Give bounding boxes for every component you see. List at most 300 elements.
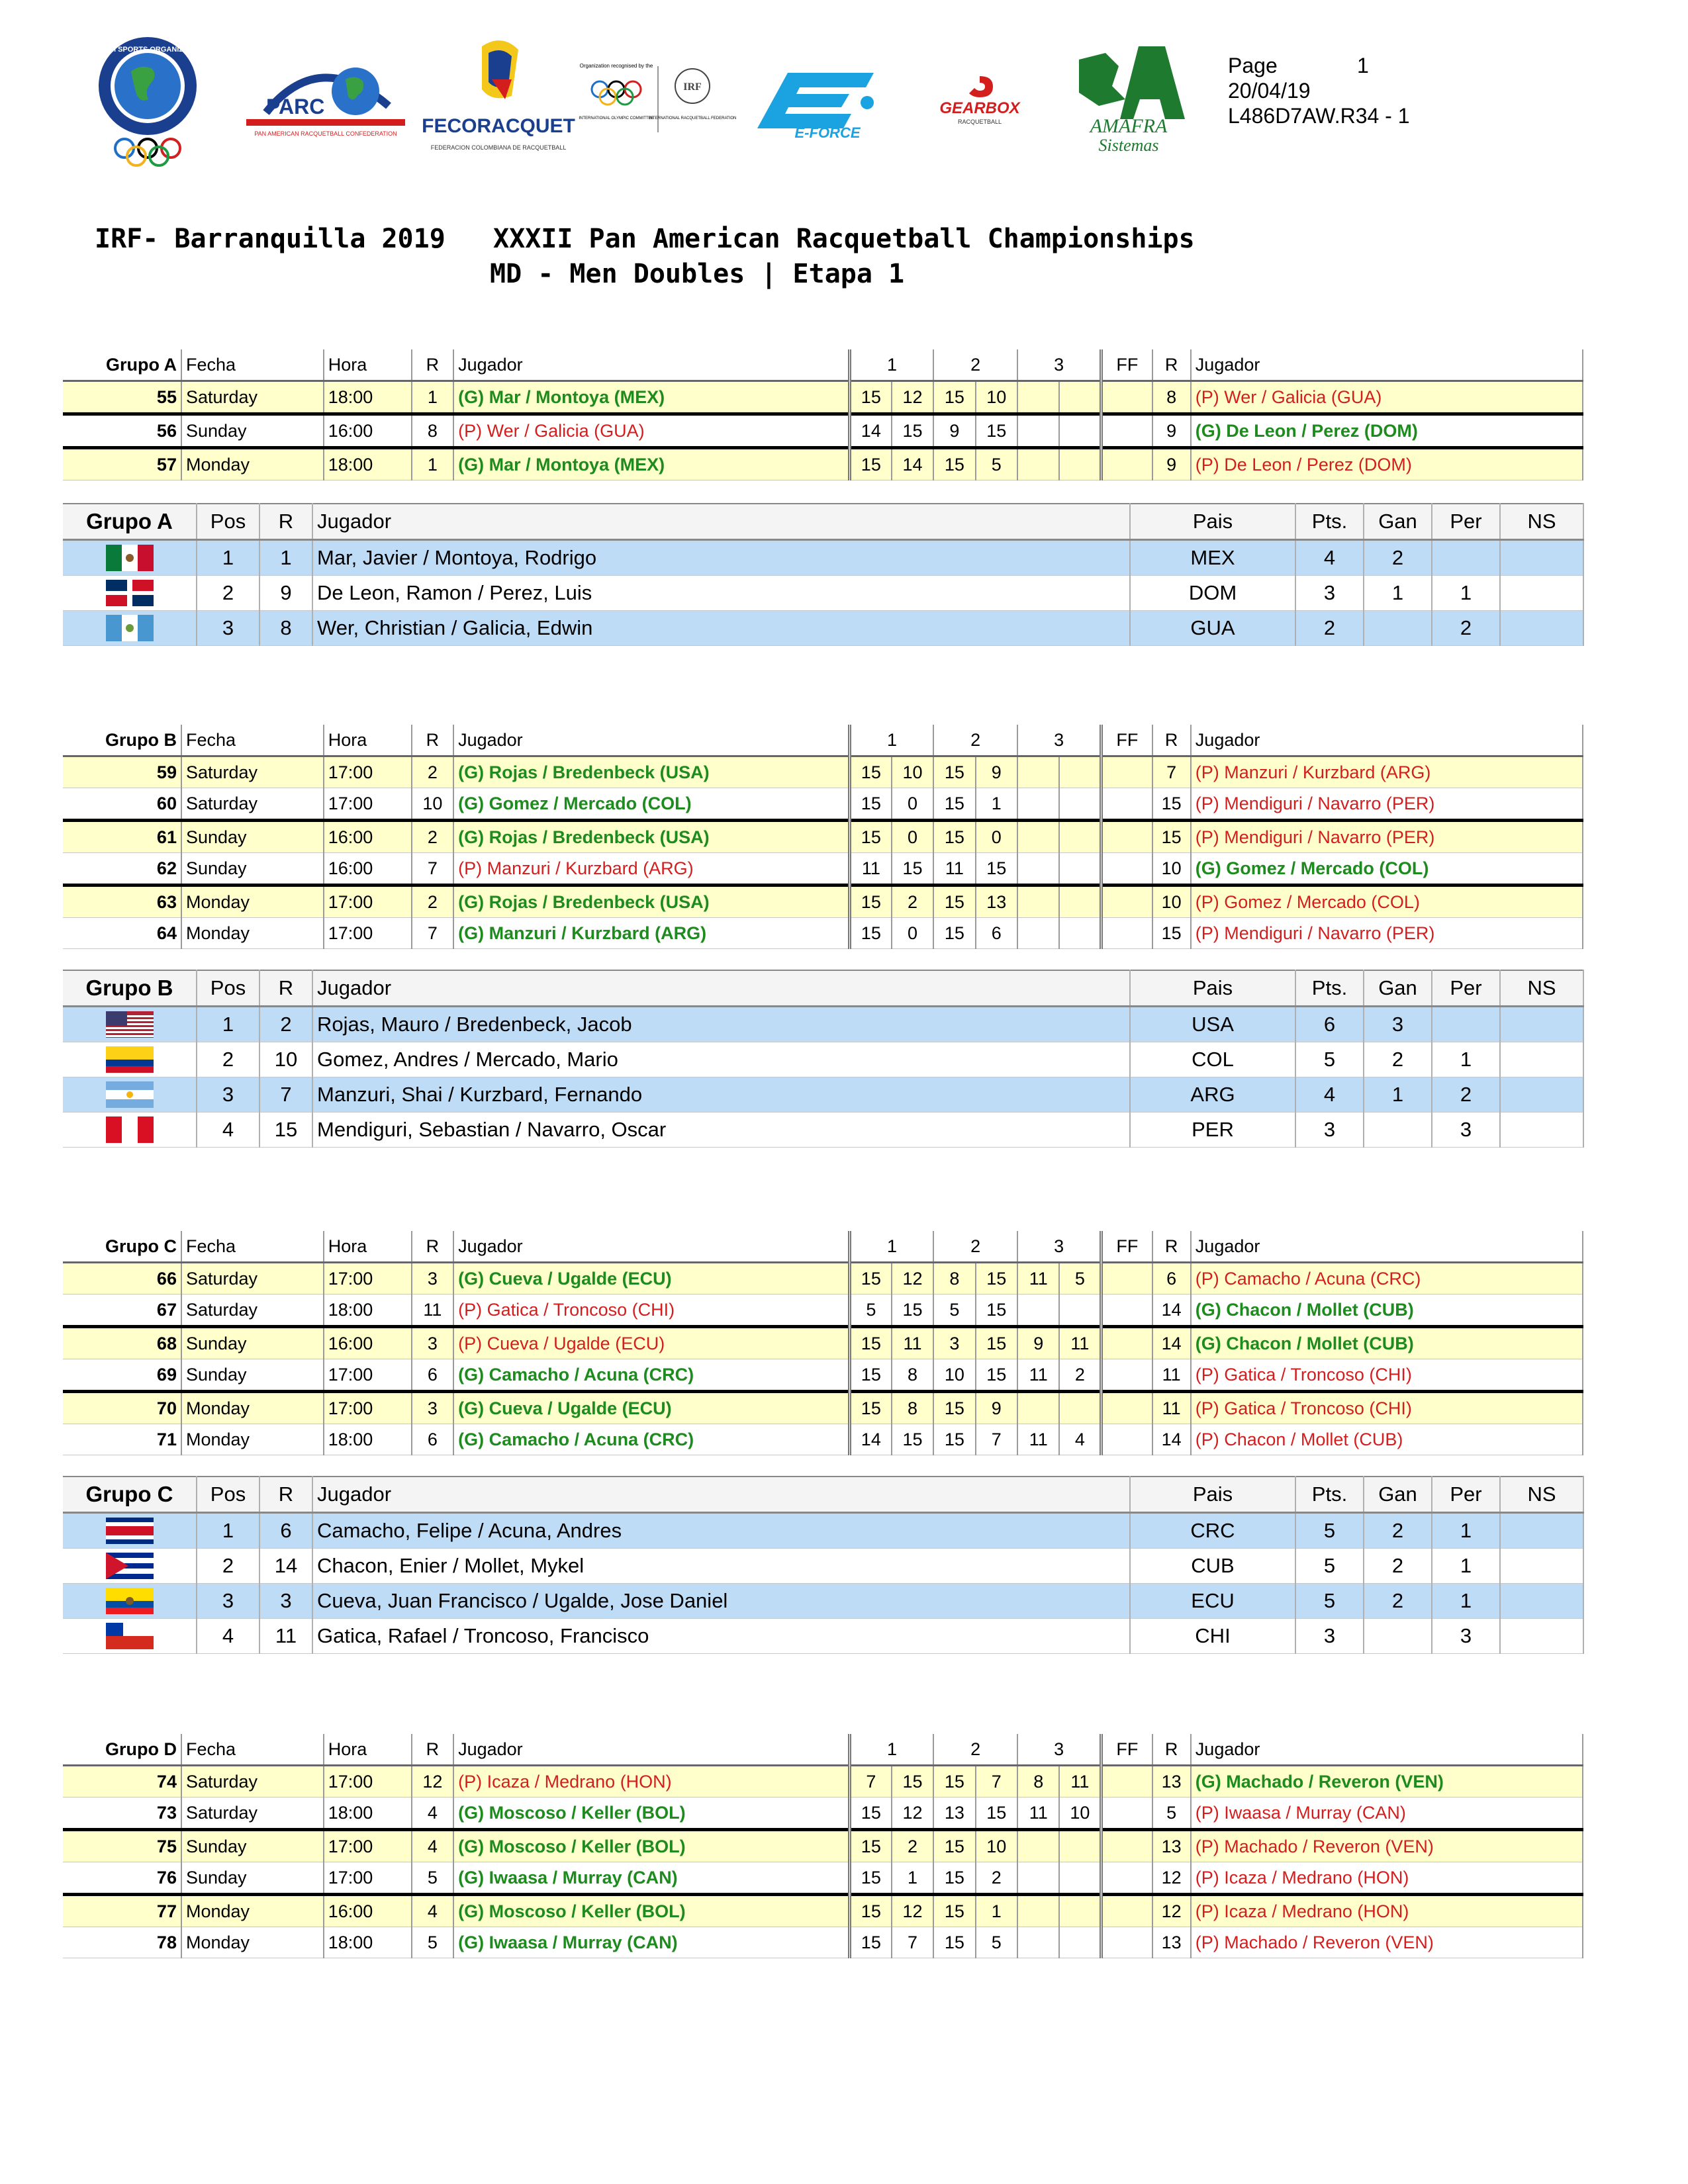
set-score: 5 — [849, 1295, 891, 1327]
country: ECU — [1130, 1584, 1295, 1619]
svg-text:IRF: IRF — [683, 81, 702, 93]
match-number: 57 — [63, 448, 181, 480]
ff-cell — [1102, 414, 1152, 448]
player2-name: (G) Gomez / Mercado (COL) — [1191, 853, 1583, 886]
set-score: 7 — [976, 1766, 1017, 1797]
pos-header: Pos — [197, 970, 259, 1007]
set-score: 15 — [976, 1359, 1017, 1392]
rank: 15 — [259, 1113, 312, 1148]
set-1-header: 1 — [849, 1734, 933, 1766]
match-row — [63, 853, 1583, 886]
set-score: 11 — [1017, 1359, 1059, 1392]
set-score: 2 — [1059, 1359, 1101, 1392]
parc-subtext: PAN AMERICAN RACQUETBALL CONFEDERATION — [254, 130, 397, 137]
country: DOM — [1130, 576, 1295, 611]
hora-header: Hora — [324, 349, 412, 381]
match-day: Monday — [181, 886, 324, 918]
set-score — [1017, 756, 1059, 788]
player2-rank: 7 — [1152, 756, 1191, 788]
set-score — [1017, 1830, 1059, 1862]
flag-cell — [63, 1113, 197, 1148]
no-shows — [1500, 576, 1583, 611]
set-score — [1017, 448, 1059, 480]
set-score: 15 — [933, 1927, 975, 1958]
jugador-header: Jugador — [312, 1477, 1130, 1513]
no-shows — [1500, 1077, 1583, 1113]
player2-rank: 9 — [1152, 414, 1191, 448]
position: 1 — [197, 1513, 259, 1549]
set-score — [1017, 886, 1059, 918]
set-3-header: 3 — [1017, 349, 1102, 381]
ff-cell — [1102, 1424, 1152, 1455]
points: 5 — [1295, 1042, 1364, 1077]
r-header: R — [412, 1734, 453, 1766]
set-score — [1059, 1392, 1101, 1424]
match-number: 64 — [63, 918, 181, 949]
set-score: 15 — [849, 1895, 891, 1927]
wins: 2 — [1364, 1513, 1432, 1549]
match-time: 17:00 — [324, 1766, 412, 1797]
team-names: Chacon, Enier / Mollet, Mykel — [312, 1549, 1130, 1584]
player2-name: (P) Icaza / Medrano (HON) — [1191, 1895, 1583, 1927]
country: USA — [1130, 1007, 1295, 1042]
wins: 3 — [1364, 1007, 1432, 1042]
match-row — [63, 886, 1583, 918]
ff-cell — [1102, 1392, 1152, 1424]
usa-flag-icon — [106, 1011, 154, 1038]
player1-rank: 5 — [412, 1927, 453, 1958]
set-score: 7 — [849, 1766, 891, 1797]
match-row — [63, 1862, 1583, 1895]
player1-rank: 11 — [412, 1295, 453, 1327]
set-score: 11 — [1017, 1424, 1059, 1455]
grupo-b-matches-table — [63, 725, 1583, 949]
player2-rank: 11 — [1152, 1392, 1191, 1424]
match-day: Sunday — [181, 1830, 324, 1862]
country: COL — [1130, 1042, 1295, 1077]
set-score: 15 — [933, 886, 975, 918]
standings-row — [63, 1513, 1583, 1549]
match-number: 66 — [63, 1263, 181, 1295]
losses: 1 — [1432, 1549, 1500, 1584]
standings-row — [63, 1113, 1583, 1148]
set-score — [1017, 1895, 1059, 1927]
flag-cell — [63, 1619, 197, 1654]
set-score: 9 — [1017, 1327, 1059, 1359]
position: 3 — [197, 1584, 259, 1619]
set-score — [1017, 381, 1059, 414]
match-number: 67 — [63, 1295, 181, 1327]
r2-header: R — [1152, 1231, 1191, 1263]
wins — [1364, 1619, 1432, 1654]
grupo-a-matches-table — [63, 349, 1583, 480]
points: 2 — [1295, 611, 1364, 646]
standings-row — [63, 1619, 1583, 1654]
set-score: 8 — [933, 1263, 975, 1295]
set-score: 13 — [933, 1797, 975, 1830]
match-day: Saturday — [181, 756, 324, 788]
group-label: Grupo A — [63, 349, 181, 381]
set-score: 11 — [1017, 1263, 1059, 1295]
no-shows — [1500, 1007, 1583, 1042]
wins — [1364, 611, 1432, 646]
player1-name: (G) Gomez / Mercado (COL) — [453, 788, 849, 821]
ff-cell — [1102, 1895, 1152, 1927]
points: 6 — [1295, 1007, 1364, 1042]
flag-cell — [63, 1077, 197, 1113]
losses: 1 — [1432, 1513, 1500, 1549]
eforce-logo — [761, 66, 884, 139]
match-row — [63, 1263, 1583, 1295]
wins: 2 — [1364, 1549, 1432, 1584]
match-row — [63, 381, 1583, 414]
parc-text: PARC — [266, 95, 325, 118]
standings-row — [63, 611, 1583, 646]
match-day: Monday — [181, 1392, 324, 1424]
set-3-header: 3 — [1017, 1231, 1102, 1263]
fecoracquet-subtext: FEDERACION COLOMBIANA DE RACQUETBALL — [430, 144, 567, 151]
ff-cell — [1102, 853, 1152, 886]
group-label: Grupo A — [63, 504, 197, 540]
match-number: 73 — [63, 1797, 181, 1830]
country: CRC — [1130, 1513, 1295, 1549]
match-time: 16:00 — [324, 1327, 412, 1359]
player2-rank: 13 — [1152, 1927, 1191, 1958]
country: CUB — [1130, 1549, 1295, 1584]
jugador-header: Jugador — [453, 1231, 849, 1263]
wins — [1364, 1113, 1432, 1148]
team-names: Camacho, Felipe / Acuna, Andres — [312, 1513, 1130, 1549]
position: 2 — [197, 576, 259, 611]
set-score: 0 — [892, 788, 933, 821]
player2-rank: 12 — [1152, 1862, 1191, 1895]
mex-flag-icon — [106, 545, 154, 571]
set-score: 15 — [933, 1392, 975, 1424]
set-score: 15 — [849, 381, 891, 414]
set-score: 15 — [849, 886, 891, 918]
match-number: 55 — [63, 381, 181, 414]
match-day: Sunday — [181, 1327, 324, 1359]
set-1-header: 1 — [849, 1231, 933, 1263]
match-day: Saturday — [181, 381, 324, 414]
set-score: 11 — [849, 853, 891, 886]
player1-rank: 8 — [412, 414, 453, 448]
ff-header: FF — [1102, 1231, 1152, 1263]
set-score: 15 — [849, 1797, 891, 1830]
set-score: 3 — [933, 1327, 975, 1359]
wins: 2 — [1364, 1042, 1432, 1077]
losses — [1432, 540, 1500, 576]
set-score — [1017, 918, 1059, 949]
set-score: 15 — [933, 756, 975, 788]
set-score: 15 — [933, 1895, 975, 1927]
rank: 3 — [259, 1584, 312, 1619]
position: 4 — [197, 1113, 259, 1148]
panam-sports-logo — [78, 32, 217, 164]
set-score — [1059, 853, 1101, 886]
set-score: 15 — [933, 1424, 975, 1455]
player2-rank: 13 — [1152, 1766, 1191, 1797]
set-score: 15 — [933, 918, 975, 949]
standings-row — [63, 1007, 1583, 1042]
set-score: 1 — [892, 1862, 933, 1895]
set-score: 15 — [849, 448, 891, 480]
match-header-row — [63, 349, 1583, 381]
player2-rank: 15 — [1152, 918, 1191, 949]
team-names: Wer, Christian / Galicia, Edwin — [312, 611, 1130, 646]
pts-header: Pts. — [1295, 970, 1364, 1007]
fecha-header: Fecha — [181, 725, 324, 756]
match-row — [63, 1895, 1583, 1927]
set-score: 15 — [849, 1392, 891, 1424]
set-score: 15 — [849, 1862, 891, 1895]
set-score: 4 — [1059, 1424, 1101, 1455]
set-score — [1017, 1295, 1059, 1327]
jugador2-header: Jugador — [1191, 349, 1583, 381]
set-score: 10 — [933, 1359, 975, 1392]
set-score: 14 — [849, 414, 891, 448]
match-number: 70 — [63, 1392, 181, 1424]
flag-cell — [63, 1584, 197, 1619]
pos-header: Pos — [197, 1477, 259, 1513]
player1-rank: 2 — [412, 821, 453, 853]
grupo-c-standings-table — [63, 1476, 1584, 1654]
no-shows — [1500, 1584, 1583, 1619]
group-label: Grupo B — [63, 970, 197, 1007]
set-score — [1059, 381, 1101, 414]
rank: 10 — [259, 1042, 312, 1077]
ff-cell — [1102, 821, 1152, 853]
player1-rank: 6 — [412, 1424, 453, 1455]
jugador2-header: Jugador — [1191, 1734, 1583, 1766]
team-names: De Leon, Ramon / Perez, Luis — [312, 576, 1130, 611]
no-shows — [1500, 540, 1583, 576]
ns-header: NS — [1500, 970, 1583, 1007]
match-time: 17:00 — [324, 886, 412, 918]
match-row — [63, 1295, 1583, 1327]
match-number: 69 — [63, 1359, 181, 1392]
player1-name: (G) Manzuri / Kurzbard (ARG) — [453, 918, 849, 949]
player1-name: (G) Rojas / Bredenbeck (USA) — [453, 821, 849, 853]
match-row — [63, 1830, 1583, 1862]
r2-header: R — [1152, 725, 1191, 756]
title-line-1: IRF- Barranquilla 2019 XXXII Pan American Racquetball Championships — [95, 224, 1195, 254]
per-header: Per — [1432, 970, 1500, 1007]
fecha-header: Fecha — [181, 1734, 324, 1766]
player2-rank: 12 — [1152, 1895, 1191, 1927]
set-score: 15 — [976, 1295, 1017, 1327]
match-day: Sunday — [181, 853, 324, 886]
rank: 11 — [259, 1619, 312, 1654]
match-time: 17:00 — [324, 1830, 412, 1862]
losses: 1 — [1432, 576, 1500, 611]
ff-cell — [1102, 1295, 1152, 1327]
match-day: Sunday — [181, 414, 324, 448]
match-number: 68 — [63, 1327, 181, 1359]
crc-flag-icon — [106, 1518, 154, 1544]
group-label: Grupo B — [63, 725, 181, 756]
player2-rank: 5 — [1152, 1797, 1191, 1830]
match-row — [63, 448, 1583, 480]
player1-name: (P) Icaza / Medrano (HON) — [453, 1766, 849, 1797]
player1-name: (G) Moscoso / Keller (BOL) — [453, 1830, 849, 1862]
set-score: 15 — [892, 1424, 933, 1455]
set-score: 14 — [849, 1424, 891, 1455]
player2-name: (P) Camacho / Acuna (CRC) — [1191, 1263, 1583, 1295]
player1-name: (G) Mar / Montoya (MEX) — [453, 448, 849, 480]
set-score: 2 — [892, 1830, 933, 1862]
set-score — [1059, 918, 1101, 949]
set-score: 15 — [849, 788, 891, 821]
match-row — [63, 821, 1583, 853]
match-day: Monday — [181, 1895, 324, 1927]
losses: 3 — [1432, 1619, 1500, 1654]
set-1-header: 1 — [849, 725, 933, 756]
ff-cell — [1102, 788, 1152, 821]
rank: 1 — [259, 540, 312, 576]
losses: 3 — [1432, 1113, 1500, 1148]
player1-rank: 4 — [412, 1895, 453, 1927]
player1-name: (G) Camacho / Acuna (CRC) — [453, 1424, 849, 1455]
page-title — [0, 224, 1456, 315]
set-score — [1059, 1927, 1101, 1958]
set-score: 15 — [849, 1263, 891, 1295]
gan-header: Gan — [1364, 1477, 1432, 1513]
set-score: 5 — [933, 1295, 975, 1327]
hora-header: Hora — [324, 1231, 412, 1263]
set-score: 2 — [976, 1862, 1017, 1895]
jugador2-header: Jugador — [1191, 1231, 1583, 1263]
player2-name: (P) Gatica / Troncoso (CHI) — [1191, 1359, 1583, 1392]
jugador-header: Jugador — [453, 349, 849, 381]
amafra-text: AMAFRA — [1090, 115, 1168, 137]
set-score: 0 — [892, 821, 933, 853]
report-code: L486D7AW.R34 - 1 — [1228, 104, 1410, 128]
match-day: Saturday — [181, 1295, 324, 1327]
ioc-irf-logo — [579, 60, 737, 146]
set-score: 13 — [976, 886, 1017, 918]
match-day: Saturday — [181, 1263, 324, 1295]
player1-name: (G) Moscoso / Keller (BOL) — [453, 1797, 849, 1830]
player2-name: (P) Mendiguri / Navarro (PER) — [1191, 918, 1583, 949]
ff-cell — [1102, 1830, 1152, 1862]
country: MEX — [1130, 540, 1295, 576]
ff-cell — [1102, 1327, 1152, 1359]
pts-header: Pts. — [1295, 1477, 1364, 1513]
set-score: 10 — [1059, 1797, 1101, 1830]
player1-name: (P) Cueva / Ugalde (ECU) — [453, 1327, 849, 1359]
team-names: Gatica, Rafael / Troncoso, Francisco — [312, 1619, 1130, 1654]
position: 3 — [197, 1077, 259, 1113]
set-score: 15 — [849, 756, 891, 788]
player2-rank: 15 — [1152, 788, 1191, 821]
grupo-a-standings-table — [63, 503, 1584, 646]
standings-header-row — [63, 970, 1583, 1007]
match-number: 76 — [63, 1862, 181, 1895]
standings-row — [63, 1042, 1583, 1077]
points: 5 — [1295, 1549, 1364, 1584]
match-time: 17:00 — [324, 756, 412, 788]
player1-rank: 4 — [412, 1797, 453, 1830]
panam-text: PANAM SPORTS ORGANIZATION — [89, 46, 206, 54]
player1-name: (G) Cueva / Ugalde (ECU) — [453, 1263, 849, 1295]
group-label: Grupo C — [63, 1477, 197, 1513]
set-score — [1017, 821, 1059, 853]
position: 2 — [197, 1042, 259, 1077]
player1-rank: 4 — [412, 1830, 453, 1862]
match-time: 16:00 — [324, 853, 412, 886]
wins: 1 — [1364, 1077, 1432, 1113]
gua-flag-icon — [106, 615, 154, 641]
set-score: 6 — [976, 918, 1017, 949]
r2-header: R — [1152, 349, 1191, 381]
ns-header: NS — [1500, 1477, 1583, 1513]
player2-name: (P) Icaza / Medrano (HON) — [1191, 1862, 1583, 1895]
set-score: 15 — [933, 381, 975, 414]
player2-name: (P) Machado / Reveron (VEN) — [1191, 1927, 1583, 1958]
points: 4 — [1295, 540, 1364, 576]
position: 1 — [197, 1007, 259, 1042]
player1-rank: 7 — [412, 918, 453, 949]
set-score: 15 — [976, 1327, 1017, 1359]
player2-name: (G) Machado / Reveron (VEN) — [1191, 1766, 1583, 1797]
match-number: 74 — [63, 1766, 181, 1797]
set-score: 12 — [892, 1263, 933, 1295]
arg-flag-icon — [106, 1081, 154, 1108]
set-score: 15 — [933, 1862, 975, 1895]
set-score — [1017, 1862, 1059, 1895]
match-time: 18:00 — [324, 1295, 412, 1327]
set-score: 5 — [1059, 1263, 1101, 1295]
flag-cell — [63, 1513, 197, 1549]
set-score: 5 — [976, 448, 1017, 480]
r-header: R — [259, 504, 312, 540]
set-score: 11 — [1059, 1327, 1101, 1359]
set-score: 9 — [933, 414, 975, 448]
wins: 1 — [1364, 576, 1432, 611]
match-time: 18:00 — [324, 448, 412, 480]
ecu-flag-icon — [106, 1588, 154, 1614]
page-label: Page — [1228, 54, 1278, 77]
r-header: R — [412, 349, 453, 381]
set-score: 7 — [892, 1927, 933, 1958]
set-score: 15 — [976, 1263, 1017, 1295]
losses: 2 — [1432, 1077, 1500, 1113]
flag-cell — [63, 1042, 197, 1077]
player1-rank: 1 — [412, 381, 453, 414]
rank: 8 — [259, 611, 312, 646]
r-header: R — [259, 970, 312, 1007]
match-row — [63, 918, 1583, 949]
group-label: Grupo D — [63, 1734, 181, 1766]
standings-header-row — [63, 1477, 1583, 1513]
match-day: Saturday — [181, 1797, 324, 1830]
match-row — [63, 1359, 1583, 1392]
player2-name: (P) Manzuri / Kurzbard (ARG) — [1191, 756, 1583, 788]
rank: 14 — [259, 1549, 312, 1584]
rank: 9 — [259, 576, 312, 611]
match-number: 63 — [63, 886, 181, 918]
per-header: Per — [1432, 1477, 1500, 1513]
player2-name: (P) Chacon / Mollet (CUB) — [1191, 1424, 1583, 1455]
jugador-header: Jugador — [312, 504, 1130, 540]
match-number: 77 — [63, 1895, 181, 1927]
ff-cell — [1102, 886, 1152, 918]
points: 5 — [1295, 1584, 1364, 1619]
player2-rank: 9 — [1152, 448, 1191, 480]
player2-name: (P) Gomez / Mercado (COL) — [1191, 886, 1583, 918]
set-score: 15 — [892, 414, 933, 448]
